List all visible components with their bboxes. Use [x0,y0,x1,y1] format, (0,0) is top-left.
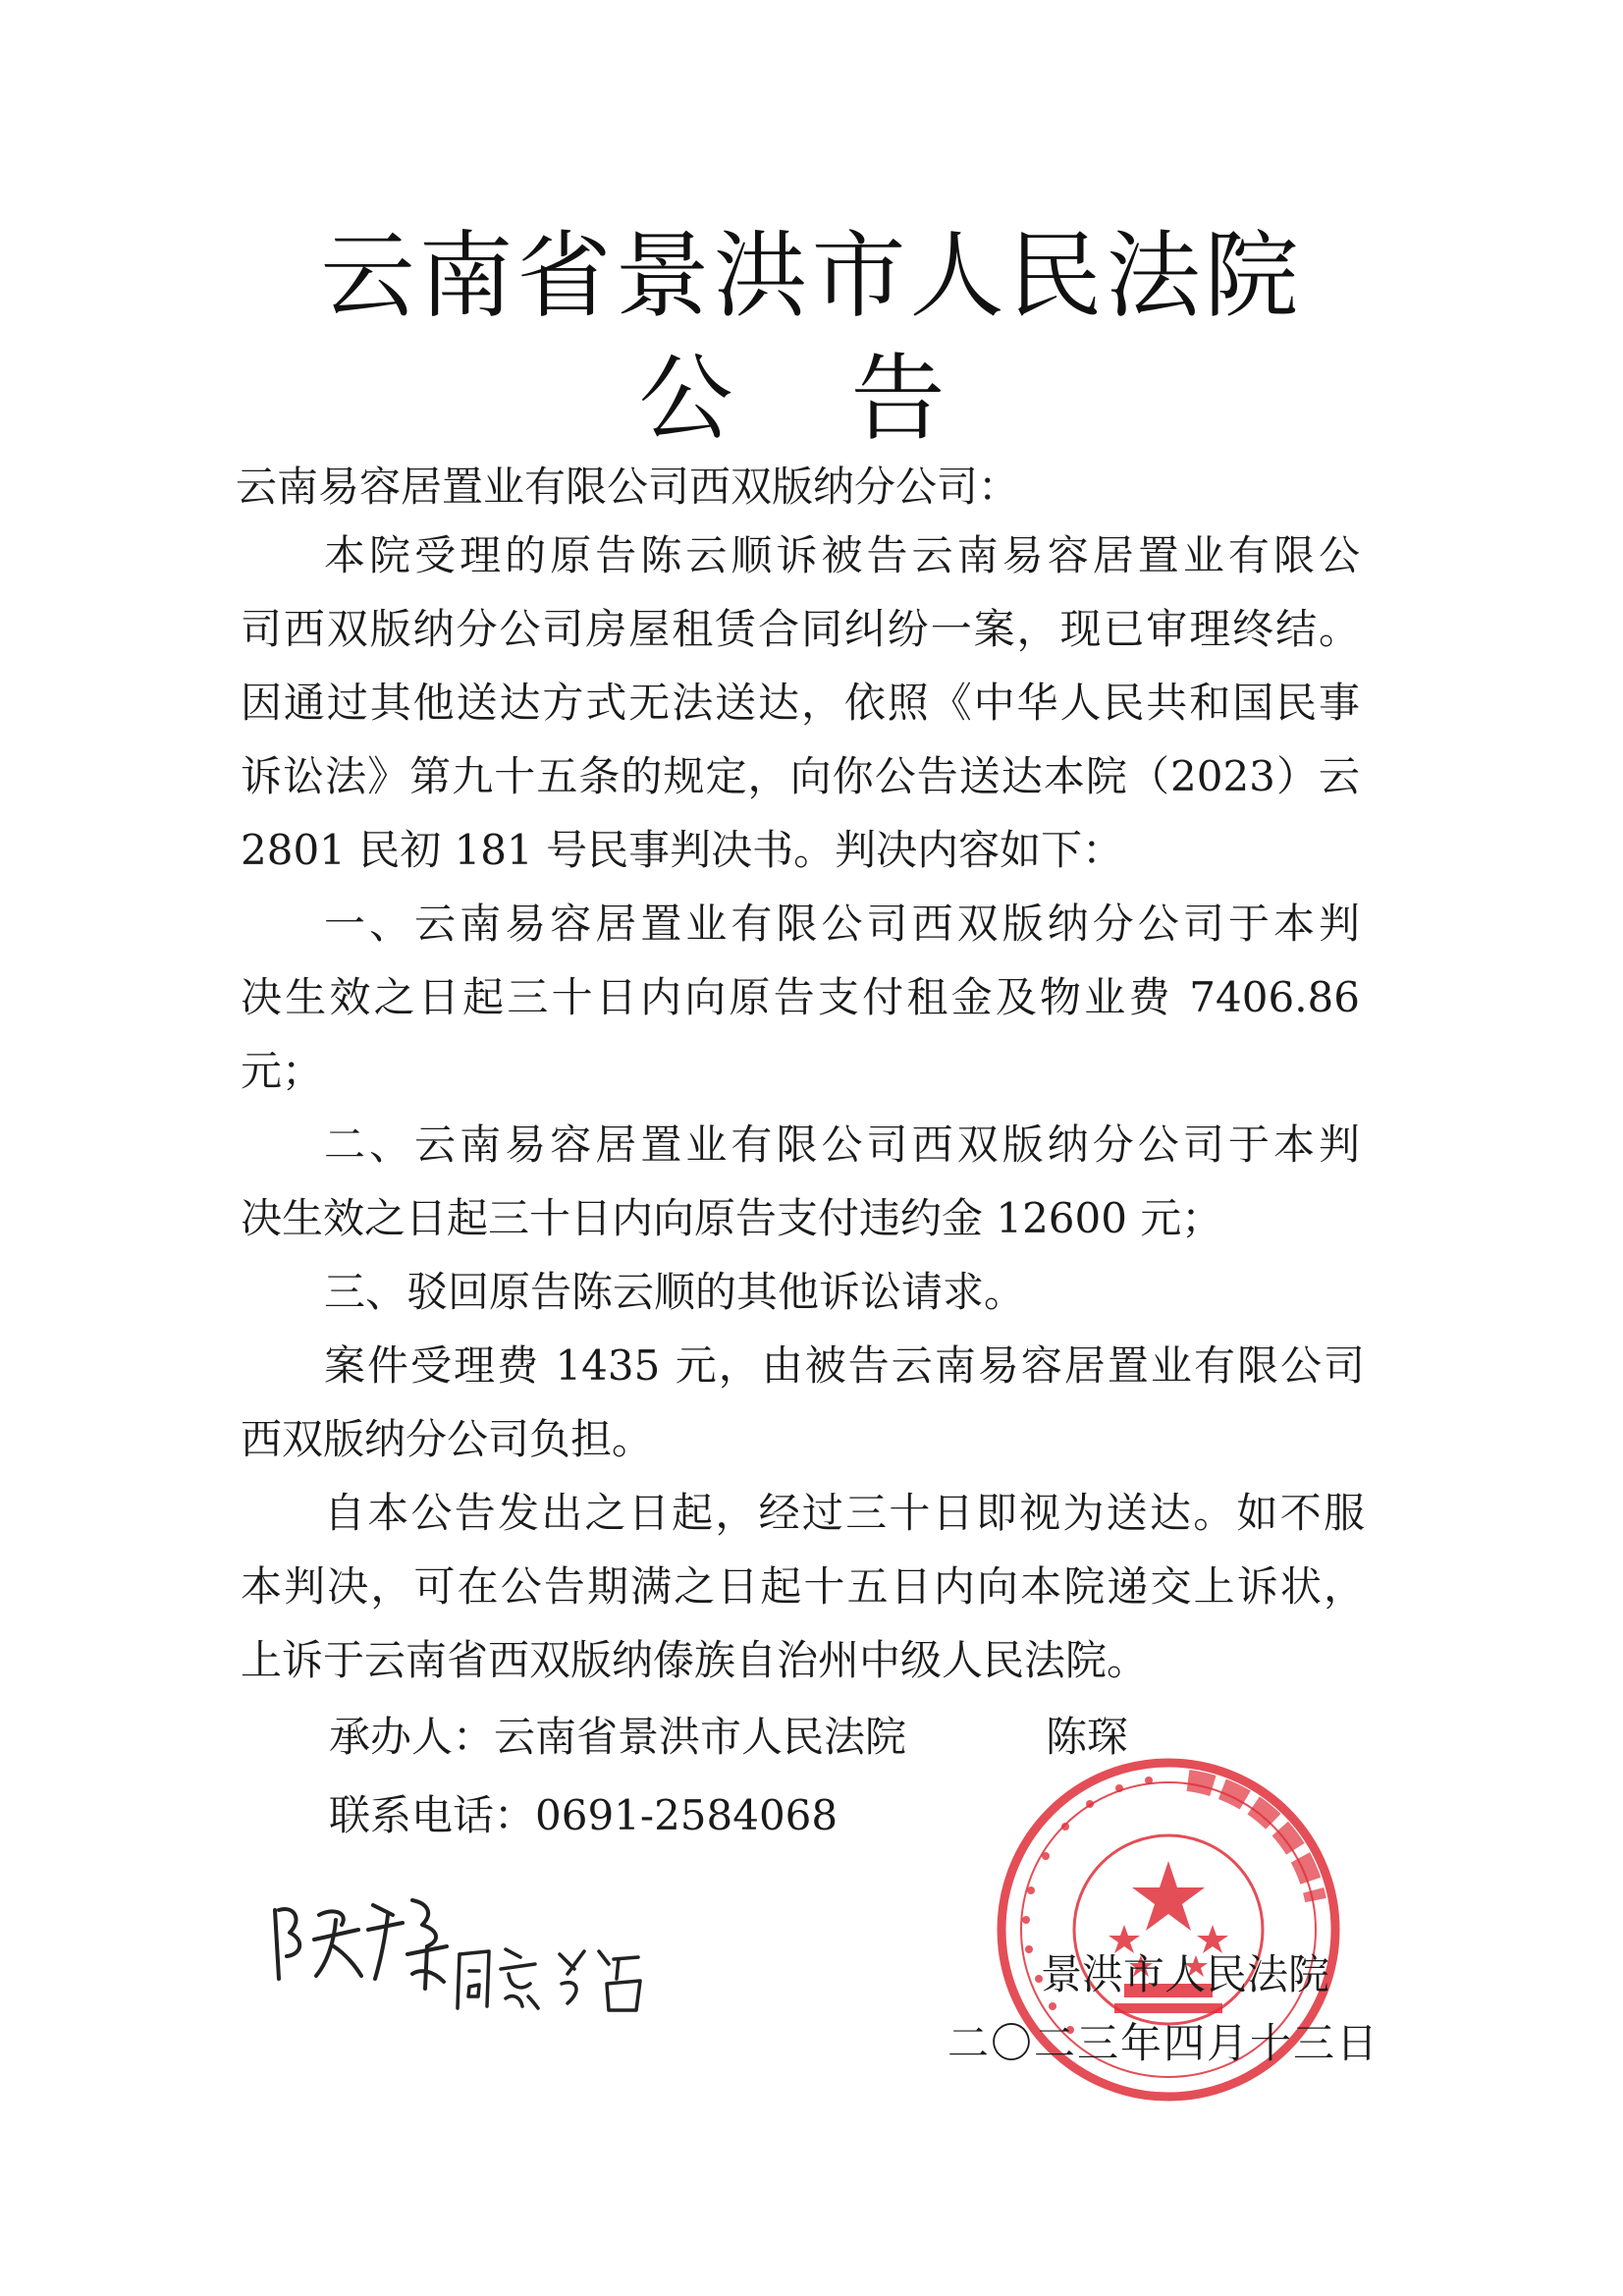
handler-name: 陈琛 [1046,1713,1129,1761]
handwritten-signature [265,1886,452,1994]
document-type-title: 公告 [638,344,1063,454]
body-line: 决生效之日起三十日内向原告支付违约金 12600 元； [241,1194,1223,1242]
contact-phone: 联系电话：0691-2584068 [329,1791,839,1839]
court-title: 云南省景洪市人民法院 [320,221,1303,331]
court-fee-line: 案件受理费 1435 元，由被告云南易容居置业有限公司 [324,1341,1365,1390]
body-line: 本院受理的原告陈云顺诉被告云南易容居置业有限公 [324,531,1360,579]
body-line: 元； [241,1047,324,1095]
handwritten-approval [452,1940,648,2018]
issuer-name: 景洪市人民法院 [1041,1950,1330,1998]
issue-date: 二〇二三年四月十三日 [947,2019,1380,2067]
body-line: 本判决，可在公告期满之日起十五日内向本院递交上诉状， [241,1562,1365,1611]
judgment-item-2: 二、云南易容居置业有限公司西双版纳分公司于本判 [324,1121,1360,1169]
handler-label: 承办人：云南省景洪市人民法院 [329,1713,907,1761]
addressee: 云南易容居置业有限公司西双版纳分公司： [236,463,1020,511]
body-line: 西双版纳分公司负担。 [241,1415,654,1463]
body-line: 上诉于云南省西双版纳傣族自治州中级人民法院。 [241,1636,1149,1684]
service-notice-line: 自本公告发出之日起，经过三十日即视为送达。如不服 [324,1489,1365,1537]
judgment-item-1: 一、云南易容居置业有限公司西双版纳分公司于本判 [324,900,1360,948]
body-line: 2801 民初 181 号民事判决书。判决内容如下： [241,826,1124,874]
body-line: 决生效之日起三十日内向原告支付租金及物业费 7406.86 [241,973,1360,1021]
body-line: 诉讼法》第九十五条的规定，向你公告送达本院（2023）云 [241,752,1360,800]
body-line: 因通过其他送达方式无法送达，依照《中华人民共和国民事 [241,679,1360,727]
body-line: 司西双版纳分公司房屋租赁合同纠纷一案，现已审理终结。 [241,605,1360,653]
judgment-item-3: 三、驳回原告陈云顺的其他诉讼请求。 [324,1268,1026,1316]
